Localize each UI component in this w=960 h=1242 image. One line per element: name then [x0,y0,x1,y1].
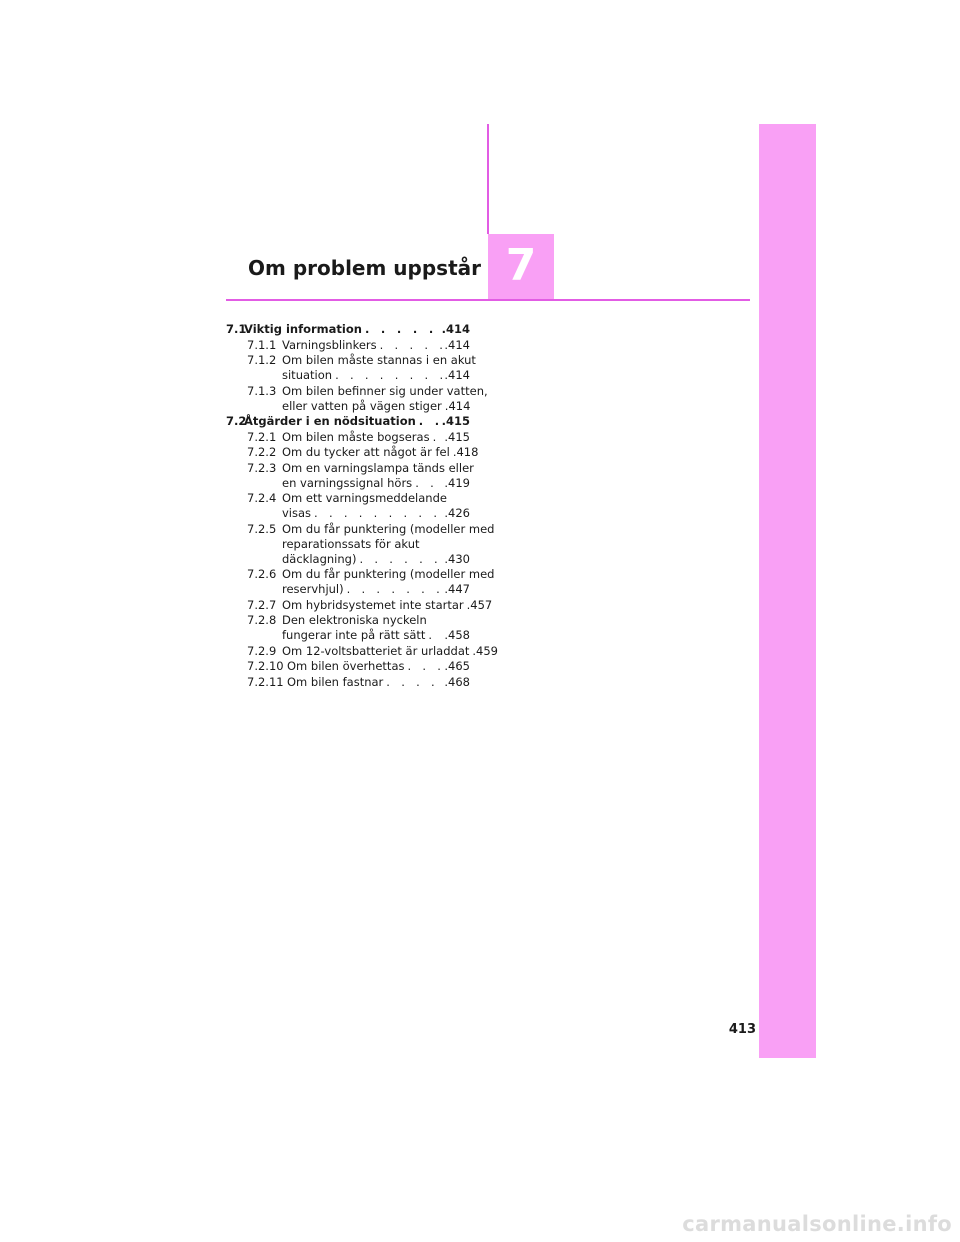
toc-number: 7.2.8 [247,613,277,627]
toc-number: 7.2.5 [247,521,277,536]
chapter-title: Om problem uppstår [248,256,481,280]
toc-page: .465 [444,659,470,673]
toc-title-line: Den elektroniska nyckeln [282,613,427,627]
toc-number: 7.2.4 [247,491,277,505]
watermark: carmanualsonline.info [682,1212,952,1236]
dot-leader [311,506,444,521]
toc-number: 7.1.2 [247,353,277,367]
toc-title: en varningssignal hörs [282,475,413,490]
toc-number: 7.2.2 [247,445,277,459]
toc-page: .447 [444,582,470,596]
toc-title-line: Om en varningslampa tänds eller [282,460,474,475]
toc-title: däcklagning) [282,551,357,566]
toc-page: .468 [444,674,470,689]
toc-page: .414 [441,322,470,336]
dot-leader [377,338,445,353]
toc-title: visas [282,506,312,520]
toc-page: .415 [444,429,470,444]
toc-title-line: Om ett varningsmeddelande [282,491,447,505]
dot-leader [416,414,442,429]
dot-leader [425,628,444,643]
toc-page: .426 [444,506,470,520]
toc-title: Om bilen måste bogseras [282,429,430,444]
toc-page: .415 [441,414,470,428]
toc-page: .458 [444,628,470,642]
toc-number: 7.2.6 [247,567,277,581]
toc-number: 7.2.9 [247,643,277,658]
dot-leader [362,322,442,337]
toc-entry-7-1-2[interactable] [226,353,476,383]
dot-leader [356,552,444,567]
toc-title: Varningsblinkers [282,337,377,352]
dot-leader [412,476,444,491]
chapter-number: 7 [505,240,537,291]
toc-entry-7-2-10[interactable] [226,659,470,674]
toc-title-line: Om du får punktering (modeller med [282,567,495,581]
toc-title-line: Om du får punktering (modeller med [282,521,495,536]
toc-title: Om du tycker att något är fel [282,445,450,459]
toc-title: Åtgärder i en nödsituation [244,414,416,428]
toc-entry-7-2-3[interactable] [226,460,474,491]
toc-number: 7.2.7 [247,597,277,612]
toc-number: 7.2.11 [247,674,284,689]
toc-title-line: reparationssats för akut [282,536,420,551]
toc-title: Om bilen fastnar [287,674,384,689]
toc-title: Om 12-voltsbatteriet är urladdat [282,643,470,658]
header-vertical-rule [487,124,489,234]
toc-number: 7.1 [226,322,247,336]
dot-leader [383,675,444,690]
toc-number: 7.2 [226,414,247,428]
toc-title: Om bilen överhettas [287,659,405,673]
toc-title-line: Om bilen måste stannas i en akut [282,353,476,367]
toc-entry-7-2-2[interactable] [226,445,479,460]
toc-title: reservhjul) [282,582,344,596]
toc-page: .414 [444,368,470,382]
chapter-side-tab [759,124,816,1058]
toc-entry-7-2-1[interactable] [226,430,470,445]
toc-number: 7.1.3 [247,383,277,398]
toc-number: 7.1.1 [247,337,277,352]
toc-page: .419 [444,475,470,490]
toc-title: Om hybridsystemet inte startar [282,597,464,612]
toc-page: .457 [466,597,493,612]
toc-page: .418 [452,445,479,459]
table-of-contents [226,322,498,690]
page-number: 413 [728,1022,756,1037]
toc-entry-7-2-11[interactable] [226,675,470,690]
toc-entry-7-2-4[interactable] [226,491,470,521]
toc-title: situation [282,368,333,382]
dot-leader [332,368,444,383]
toc-entry-7-2-9[interactable] [226,643,498,659]
dot-leader [404,659,444,674]
toc-number: 7.2.3 [247,460,277,475]
toc-number: 7.2.1 [247,429,277,444]
toc-entry-7-1[interactable] [226,322,470,337]
toc-entry-7-2-5[interactable] [226,521,495,567]
dot-leader [430,430,445,445]
toc-title: fungerar inte på rätt sätt [282,628,426,642]
toc-page: .414 [444,337,470,352]
toc-entry-7-2-7[interactable] [226,597,493,613]
toc-number: 7.2.10 [247,659,284,673]
toc-entry-7-2-6[interactable] [226,567,495,597]
header-horizontal-rule [226,299,750,301]
toc-entry-7-2[interactable] [226,414,470,429]
toc-entry-7-2-8[interactable] [226,613,470,643]
dot-leader [344,582,445,597]
toc-page: .459 [472,643,498,658]
toc-title-line: Om bilen befinner sig under vatten, [282,383,488,398]
toc-title: Viktig information [244,322,362,336]
toc-entry-7-1-3[interactable] [226,383,488,414]
toc-entry-7-1-1[interactable] [226,338,470,353]
toc-title: eller vatten på vägen stiger [282,398,442,413]
toc-page: .430 [444,551,470,566]
toc-page: .414 [444,398,471,413]
